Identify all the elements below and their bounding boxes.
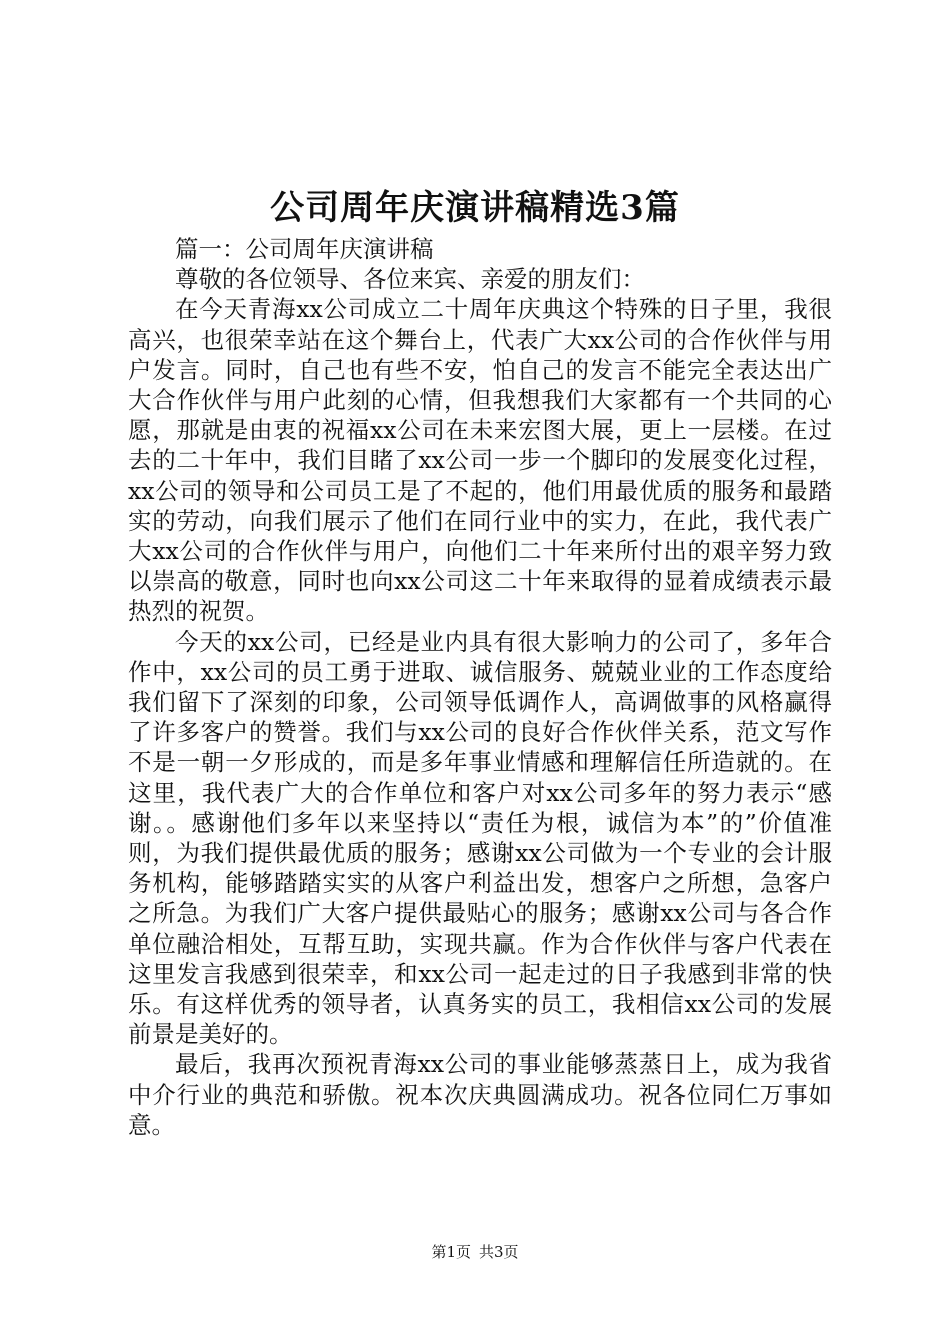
page-total: 共3页 bbox=[479, 1243, 519, 1261]
body-paragraph: 最后，我再次预祝青海xx公司的事业能够蒸蒸日上，成为我省中介行业的典范和骄傲。祝本次庆典圆满成功。祝各位同仁万事如意。 bbox=[128, 1050, 832, 1139]
body-paragraph: 今天的xx公司，已经是业内具有很大影响力的公司了，多年合作中，xx公司的员工勇于进取、诚信服务、兢兢业业的工作态度给我们留下了深刻的印象，公司领导低调作人，高调做事的风格赢得了许多客户的赞誉。我们与xx公司的良好合作伙伴关系，范文写作不是一朝一夕形成的，而是多年事业情感和理解信任所造就的。在这里，我代表广大的合作单位和客户对xx公司多年的努力表示“感谢。。感谢他们多年以来坚持以“责任为根，诚信为本”的”价值准则，为我们提供最优质的服务；感谢xx公司做为一个专业的会计服务机构，能够踏踏实实的从客户利益出发，想客户之所想，急客户之所急。为我们广大客户提供最贴心的服务；感谢xx公司与各合作单位融洽相处，互帮互助，实现共赢。作为合作伙伴与客户代表在这里发言我感到很荣幸，和xx公司一起走过的日子我感到非常的快乐。有这样优秀的领导者，认真务实的员工，我相信xx公司的发展前景是美好的。 bbox=[128, 627, 832, 1049]
page-number: 第1页 bbox=[431, 1243, 471, 1261]
body-paragraph: 在今天青海xx公司成立二十周年庆典这个特殊的日子里，我很高兴，也很荣幸站在这个舞台上，代表广大xx公司的合作伙伴与用户发言。同时，自己也有些不安，怕自己的发言不能完全表达出广大合作伙伴与用户此刻的心情，但我想我们大家都有一个共同的心愿，那就是由衷的祝福xx公司在未来宏图大展，更上一层楼。在过去的二十年中，我们目睹了xx公司一步一个脚印的发展变化过程，xx公司的领导和公司员工是了不起的，他们用最优质的服务和最踏实的劳动，向我们展示了他们在同行业中的实力，在此，我代表广大xx公司的合作伙伴与用户，向他们二十年来所付出的艰辛努力致以崇高的敬意，同时也向xx公司这二十年来取得的显着成绩表示最热烈的祝贺。 bbox=[128, 295, 832, 626]
page-footer bbox=[0, 1242, 950, 1262]
section-heading: 篇一：公司周年庆演讲稿 bbox=[175, 235, 434, 263]
document-body bbox=[128, 234, 832, 1140]
document-title: 公司周年庆演讲稿精选3篇 bbox=[270, 188, 680, 228]
salutation: 尊敬的各位领导、各位来宾、亲爱的朋友们： bbox=[175, 265, 645, 294]
